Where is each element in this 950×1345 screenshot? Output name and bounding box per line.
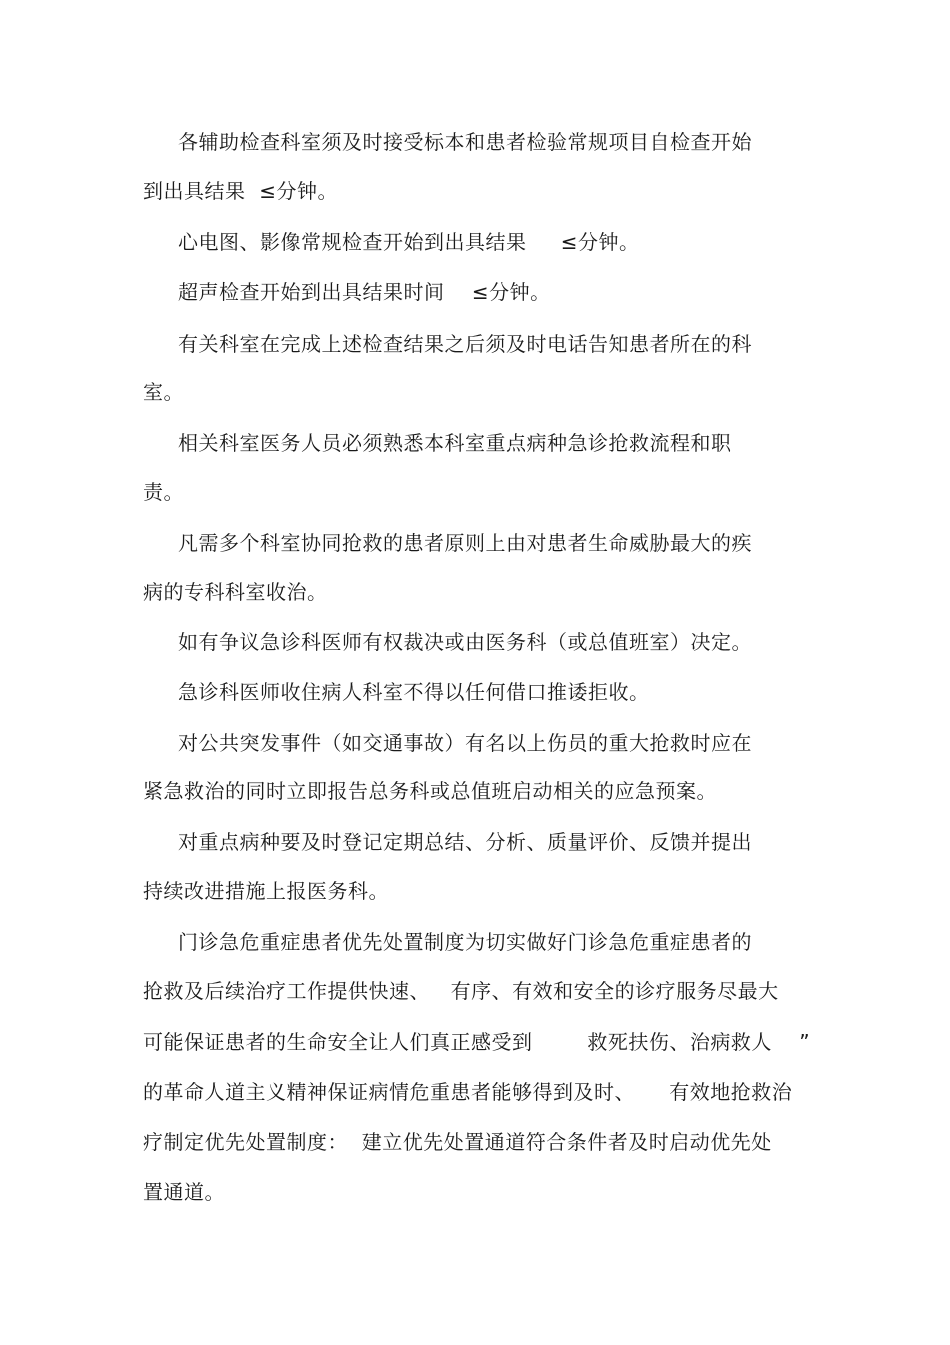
paragraph-line: 超声检查开始到出具结果时间 ≤分钟。 xyxy=(178,280,551,304)
paragraph-line: 门诊急危重症患者优先处置制度为切实做好门诊急危重症患者的 xyxy=(178,930,752,954)
paragraph-line: 心电图、影像常规检查开始到出具结果 ≤分钟。 xyxy=(178,230,640,254)
paragraph-line: 的革命人道主义精神保证病情危重患者能够得到及时、 有效地抢救治 xyxy=(143,1080,793,1104)
paragraph-line: 紧急救治的同时立即报告总务科或总值班启动相关的应急预案。 xyxy=(143,779,717,803)
paragraph-line: 到出具结果 ≤分钟。 xyxy=(143,179,338,203)
paragraph-line: 对重点病种要及时登记定期总结、分析、质量评价、反馈并提出 xyxy=(178,830,752,854)
paragraph-line: 急诊科医师收住病人科室不得以任何借口推诿拒收。 xyxy=(178,680,650,704)
paragraph-line: 持续改进措施上报医务科。 xyxy=(143,879,389,903)
paragraph-line: 相关科室医务人员必须熟悉本科室重点病种急诊抢救流程和职 xyxy=(178,431,732,455)
paragraph-line: 抢救及后续治疗工作提供快速、 有序、有效和安全的诊疗服务尽最大 xyxy=(143,979,779,1003)
paragraph-line: 疗制定优先处置制度： 建立优先处置通道符合条件者及时启动优先处 xyxy=(143,1130,772,1154)
paragraph-line: 室。 xyxy=(143,380,184,404)
paragraph-line: 病的专科科室收治。 xyxy=(143,580,328,604)
paragraph-line: 置通道。 xyxy=(143,1180,225,1204)
paragraph-line: 如有争议急诊科医师有权裁决或由医务科（或总值班室）决定。 xyxy=(178,630,752,654)
paragraph-line: 可能保证患者的生命安全让人们真正感受到 救死扶伤、治病救人 ” xyxy=(143,1030,811,1054)
paragraph-line: 凡需多个科室协同抢救的患者原则上由对患者生命威胁最大的疾 xyxy=(178,531,752,555)
paragraph-line: 责。 xyxy=(143,480,184,504)
paragraph-line: 有关科室在完成上述检查结果之后须及时电话告知患者所在的科 xyxy=(178,332,752,356)
paragraph-line: 对公共突发事件（如交通事故）有名以上伤员的重大抢救时应在 xyxy=(178,731,752,755)
paragraph-line: 各辅助检查科室须及时接受标本和患者检验常规项目自检查开始 xyxy=(178,130,752,154)
